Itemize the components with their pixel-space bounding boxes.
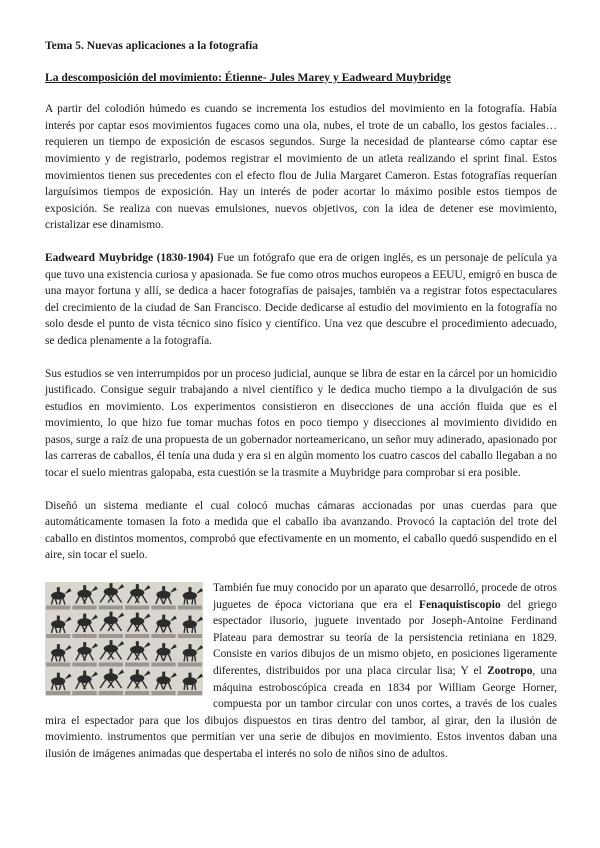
- devices-text-e: , una máquina estroboscópica creada en 1834 por William George Horner, compuesta por un tambor circular con unos cortes, a través de los cuales mira el espectador para que los dibujos dispuestos en tiras dentro del tambor, al girar, den la ilusión de movimiento. instrumentos que permitían ver una serie de dibujos en movimiento. Estos inventos daban una ilusión de imágenes animadas que despertaba el interés no solo de niños sino de adultos.: [45, 665, 557, 760]
- devices-text-a: También fue muy conocido por un aparato que desarrolló, procede de otros juguetes de época victoriana que era el: [213, 582, 557, 611]
- paragraph-muybridge-text: Fue un fotógrafo que era de origen inglés, es un personaje de película ya que tuvo una existencia curiosa y apasionada. Se fue como otros muchos europeos a EEUU, emigró en busca de una mayor fortuna y allí, se dedica a hacer fotografías de paisajes, también va a registrar fotos espectaculares del crecimiento de la ciudad de San Francisco. Decide dedicarse al estudio del movimiento en la fotografía no solo desde el punto de vista técnico sino físico y científico. Una vez que descubre el procedimiento adecuado, se dedica plenamente a la fotografía.: [45, 251, 557, 347]
- paragraph-intro: A partir del colodión húmedo es cuando se incrementa los estudios del movimiento en la fotografía. Había interés por captar esos movimientos fugaces como una ola, nubes, el trote de un caballo, los gestos faciales… requieren un tiempo de exposición de escasos segundos. Surge la necesidad de plantearse cómo captar ese movimiento y de registrarlo, podemos registrar el movimiento de un atleta realizando el sprint final. Estos movimientos tienen sus precedentes con el efecto flou de Julia Margaret Cameron. Estas fotografías requerían larguísimos tiempos de exposición. Hay un interés de poder acortar lo máximo posible estos tiempos de exposición. Se realiza con nuevas emulsiones, nuevos objetivos, con la idea de detener ese movimiento, cristalizar ese dinamismo.: [45, 103, 557, 232]
- paragraph-devices: [45, 580, 557, 763]
- section-subtitle: La descomposición del movimiento: Étienne- Jules Marey y Eadweard Muybridge: [45, 70, 451, 84]
- muybridge-name: Eadweard Muybridge (1830-1904): [45, 251, 214, 264]
- zootropo-term: Zootropo: [487, 665, 533, 677]
- paragraph-muybridge: [45, 250, 557, 350]
- paragraph-studies: Sus estudios se ven interrumpidos por un proceso judicial, aunque se libra de estar en la cárcel por un homicidio justificado. Consigue seguir trabajando a nivel científico y le dedica mucho tiempo a la divulgación de sus estudios en movimiento. Los experimentos consistieron en disecciones de una acción fluida que es el movimiento, lo que hizo fue tomar muchas fotos en poco tiempo y disecciones al movimiento dividido en pasos, surge a raíz de una propuesta de un gobernador norteamericano, un señor muy adinerado, apasionado por las carreras de caballos, él tenía una duda y era si en algún momento los cuatro cascos del caballo llegaban a no tocar el suelo mientras galopaba, esta cuestión se la trasmite a Muybridge para comprobar si era posible.: [45, 367, 557, 480]
- horse-sequence-icon: [45, 582, 203, 696]
- horse-sequence-image: [45, 582, 203, 696]
- page-title: Tema 5. Nuevas aplicaciones a la fotografía: [45, 39, 259, 52]
- photo-background: [45, 582, 203, 696]
- devices-text-c: del griego espectador ilusorio, juguete inventado por Joseph-Antoine Ferdinand Plateau para demostrar su teoría de la persistencia retiniana en 1829. Consiste en varios dibujos de un mismo objeto, en posiciones ligeramente diferentes, distribuidos por una placa circular lisa; Y el: [213, 598, 557, 677]
- fenaquistiscopio-term: Fenaquistiscopio: [419, 598, 501, 611]
- document-body: [45, 38, 557, 763]
- paragraph-system: Diseñó un sistema mediante el cual colocó muchas cámaras accionadas por unas cuerdas para que automáticamente tomasen la foto a medida que el caballo iba avanzando. Provocó la captación del trote del caballo en distintos momentos, comprobó que efectivamente en un momento, el caballo quedó suspendido en el aire, sin tocar el suelo.: [45, 499, 557, 562]
